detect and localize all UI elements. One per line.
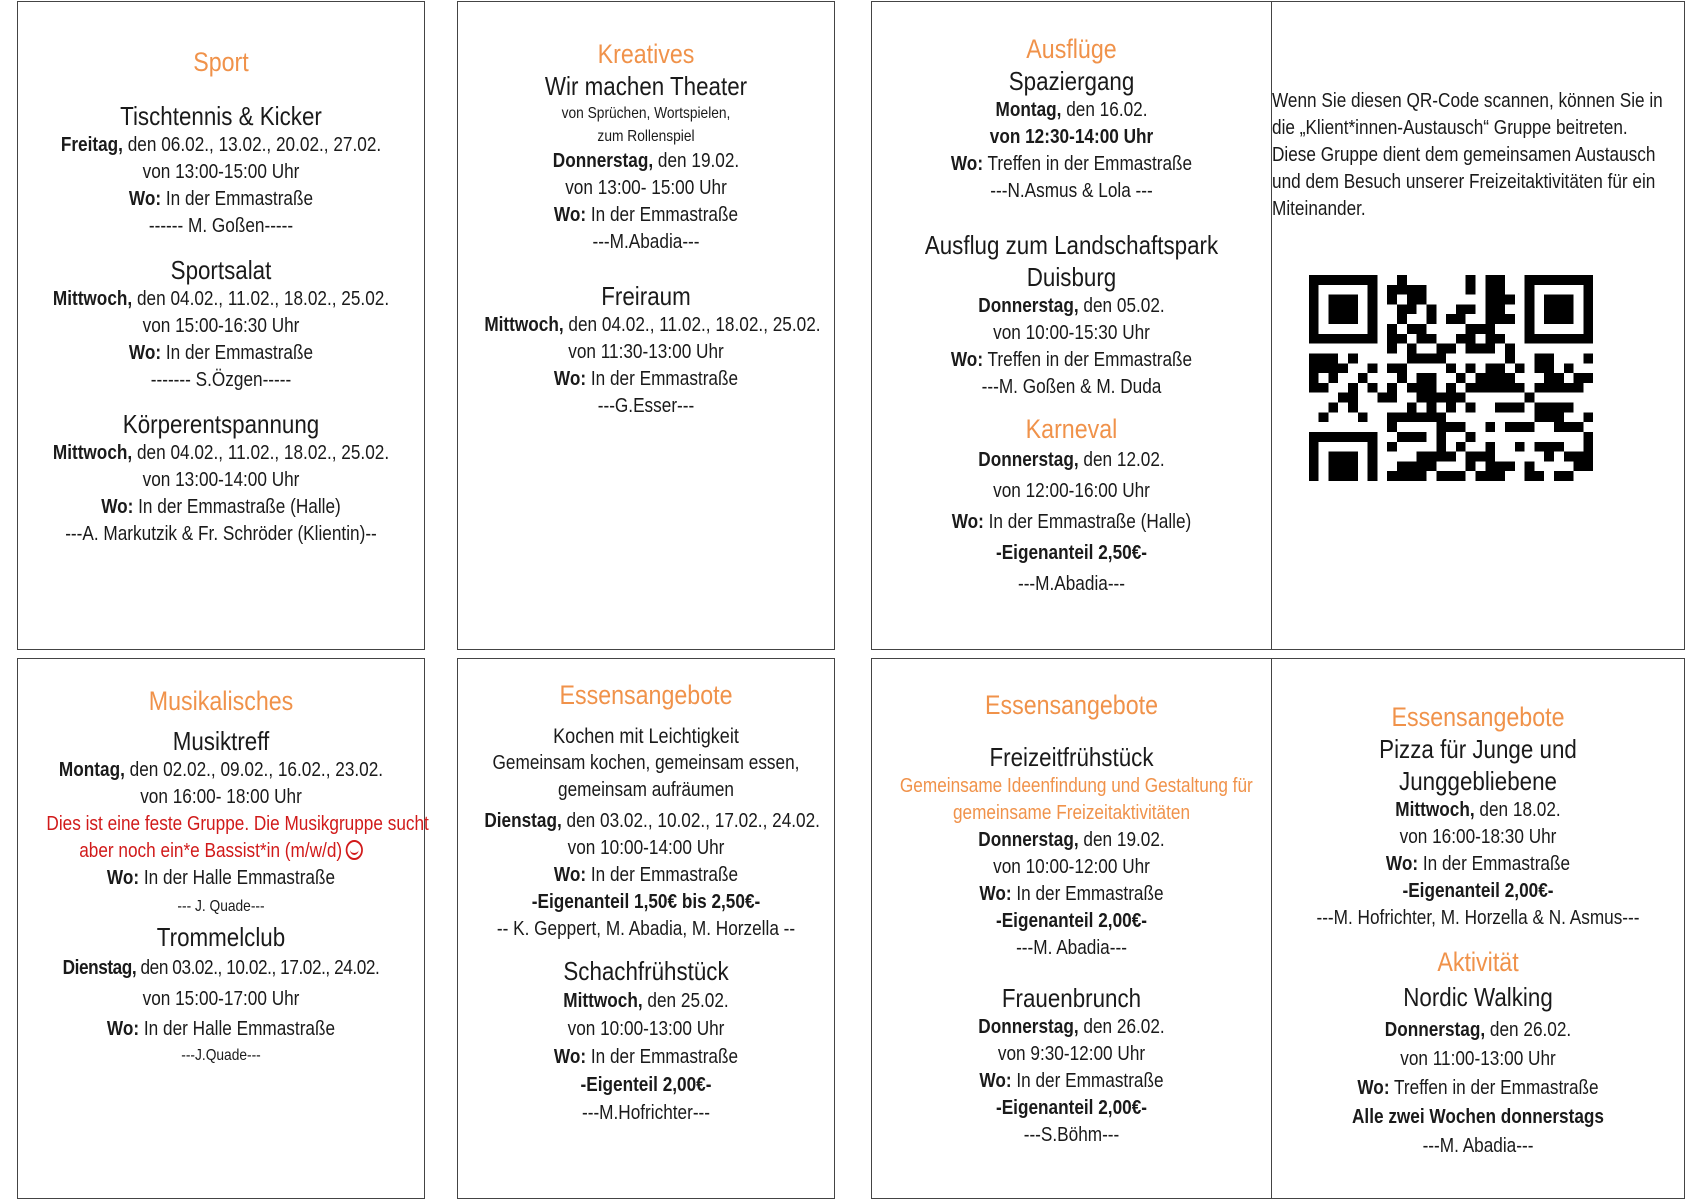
event-location: Wo: In der Emmastraße (979, 1070, 1164, 1092)
event-organizer: ---M. Hofrichter, M. Horzella & N. Asmus--- (1316, 907, 1640, 929)
event-organizer: ---M. Goßen & M. Duda (981, 376, 1162, 398)
event-title: Frauenbrunch (1001, 983, 1142, 1013)
qr-description-line: Miteinander. (1272, 198, 1366, 220)
event-date: Donnerstag, den 19.02. (978, 829, 1165, 851)
event-date: Donnerstag, den 19.02. (552, 150, 740, 172)
category-title: Aktivität (1437, 947, 1519, 977)
event-location: Wo: In der Emmastraße (979, 883, 1164, 905)
event-time: von 11:00-13:00 Uhr (1400, 1048, 1556, 1070)
event-note: Dies ist eine feste Gruppe. Die Musikgruppe sucht (46, 813, 429, 835)
event-date: Mittwoch, den 18.02. (1395, 799, 1561, 821)
category-title: Kreatives (597, 39, 695, 69)
event-date: Mittwoch, den 04.02., 11.02., 18.02., 25.02. (484, 314, 821, 336)
event-subtitle: zum Rollenspiel (597, 128, 695, 145)
event-date: Donnerstag, den 05.02. (978, 295, 1165, 317)
event-date: Donnerstag, den 26.02. (978, 1016, 1165, 1038)
event-location: Wo: In der Emmastraße (1385, 853, 1571, 875)
event-title: Sportsalat (170, 255, 272, 285)
event-time: von 10:00-14:00 Uhr (567, 837, 725, 859)
event-title: Pizza für Junge und Junggebliebene (1379, 734, 1577, 796)
event-organizer: ------ M. Goßen----- (148, 215, 294, 237)
event-subtitle: Gemeinsam kochen, gemeinsam essen, (492, 752, 800, 774)
event-title-cont: Duisburg (1026, 262, 1117, 292)
event-location: Wo: Treffen in der Emmastraße (950, 153, 1193, 175)
event-location: Wo: In der Halle Emmastraße (106, 1018, 336, 1040)
event-date: Donnerstag, den 26.02. (1384, 1019, 1572, 1041)
event-date: Mittwoch, den 04.02., 11.02., 18.02., 25.02. (52, 442, 390, 464)
event-title: Wir machen Theater (544, 71, 748, 101)
event-cost: -Eigenanteil 1,50€ bis 2,50€- (531, 891, 761, 913)
event-organizer: --- J. Quade--- (177, 898, 265, 915)
event-time: von 13:00- 15:00 Uhr (565, 177, 727, 199)
event-location: Wo: In der Emmastraße (553, 864, 739, 886)
event-organizer: ---S.Böhm--- (1023, 1124, 1120, 1146)
event-title: Musiktreff (172, 726, 270, 756)
event-time: von 12:30-14:00 Uhr (989, 126, 1154, 148)
event-organizer: ---A. Markutzik & Fr. Schröder (Klientin)-- (65, 523, 377, 545)
event-location: Wo: In der Emmastraße (Halle) (101, 496, 341, 518)
event-cost: -Eigenanteil 2,00€- (1402, 880, 1554, 902)
event-location: Wo: In der Emmastraße (128, 342, 314, 364)
event-date: Freitag, den 06.02., 13.02., 20.02., 27.02. (60, 134, 382, 156)
card-essensangebote-2 (871, 658, 1272, 1199)
qr-code-image[interactable] (1307, 275, 1595, 481)
event-date: Mittwoch, den 04.02., 11.02., 18.02., 25.02. (52, 288, 390, 310)
category-title: Musikalisches (148, 686, 294, 716)
qr-description (1272, 88, 1663, 223)
event-date: Montag, den 16.02. (995, 99, 1148, 121)
event-subtitle: gemeinsame Freizeitaktivitäten (952, 802, 1191, 824)
qr-description-line: Diese Gruppe dient dem gemeinsamen Austausch (1272, 144, 1656, 166)
event-organizer: ---M.Hofrichter--- (581, 1102, 711, 1124)
event-title: Körperentspannung (122, 409, 320, 439)
event-time: von 15:00-17:00 Uhr (142, 988, 300, 1010)
event-location: Wo: In der Emmastraße (553, 368, 739, 390)
smiley-icon (346, 840, 363, 860)
event-location: Wo: In der Emmastraße (553, 1046, 739, 1068)
card-kreatives (457, 1, 835, 650)
category-title: Sport (193, 47, 249, 77)
event-time: von 10:00-12:00 Uhr (993, 856, 1150, 878)
event-title: Spaziergang (1008, 66, 1135, 96)
event-time: von 12:00-16:00 Uhr (993, 480, 1150, 502)
event-subtitle: gemeinsam aufräumen (558, 779, 734, 801)
event-subtitle: Gemeinsame Ideenfindung und Gestaltung für (899, 775, 1253, 797)
event-note: Alle zwei Wochen donnerstags (1351, 1106, 1605, 1128)
event-time: von 11:30-13:00 Uhr (568, 341, 724, 363)
event-time: von 10:00-13:00 Uhr (567, 1018, 725, 1040)
event-cost: -Eigenanteil 2,00€- (995, 1097, 1148, 1119)
category-title: Essensangebote (985, 690, 1158, 720)
event-location: Wo: Treffen in der Emmastraße (1357, 1077, 1599, 1099)
event-title: Ausflug zum Landschaftspark (924, 230, 1219, 260)
category-title: Karneval (1025, 414, 1118, 444)
card-essensangebote-1 (457, 658, 835, 1199)
event-time: von 16:00-18:30 Uhr (1399, 826, 1557, 848)
event-subtitle: von Sprüchen, Wortspielen, (561, 105, 731, 122)
event-date: Dienstag, den 03.02., 10.02., 17.02., 24.02. (62, 957, 380, 979)
event-date: Donnerstag, den 12.02. (978, 449, 1165, 471)
event-title: Tischtennis & Kicker (120, 101, 322, 131)
event-title: Trommelclub (156, 922, 286, 952)
event-time: von 15:00-16:30 Uhr (142, 315, 300, 337)
category-title: Essensangebote (1391, 702, 1565, 732)
event-location: Wo: In der Halle Emmastraße (106, 867, 336, 889)
event-organizer: -- K. Geppert, M. Abadia, M. Horzella -- (496, 918, 796, 940)
event-title: Freiraum (601, 281, 691, 311)
event-location: Wo: In der Emmastraße (Halle) (951, 511, 1192, 533)
event-date: Montag, den 02.02., 09.02., 16.02., 23.02. (58, 759, 384, 781)
event-organizer: ---N.Asmus & Lola --- (990, 180, 1153, 202)
qr-description-line: und dem Besuch unserer Freizeitaktivitäten für ein (1272, 171, 1656, 193)
event-time: von 13:00-14:00 Uhr (142, 469, 300, 491)
event-time: von 13:00-15:00 Uhr (142, 161, 300, 183)
event-time: von 10:00-15:30 Uhr (993, 322, 1150, 344)
event-location: Wo: Treffen in der Emmastraße (950, 349, 1193, 371)
event-title: Schachfrühstück (563, 956, 729, 986)
event-time: von 16:00- 18:00 Uhr (140, 786, 302, 808)
event-organizer: ---M. Abadia--- (1422, 1135, 1534, 1157)
event-cost: -Eigenanteil 2,00€- (995, 910, 1148, 932)
event-date: Dienstag, den 03.02., 10.02., 17.02., 24.02. (484, 810, 820, 832)
card-sport (17, 1, 425, 650)
card-essensangebote-3 (1271, 658, 1685, 1199)
event-organizer: ---J.Quade--- (181, 1047, 261, 1064)
event-date: Mittwoch, den 25.02. (563, 990, 729, 1012)
card-musikalisches (17, 658, 429, 1199)
qr-description-line: Wenn Sie diesen QR-Code scannen, können Sie in (1272, 90, 1663, 112)
category-title: Ausflüge (1026, 34, 1117, 64)
card-ausfluege (871, 1, 1272, 650)
event-location: Wo: In der Emmastraße (553, 204, 739, 226)
event-cost: -Eigenteil 2,00€- (580, 1074, 712, 1096)
event-location: Wo: In der Emmastraße (128, 188, 314, 210)
event-organizer: ------- S.Özgen----- (150, 369, 292, 391)
event-organizer: ---M.Abadia--- (592, 231, 700, 253)
event-organizer: ---M. Abadia--- (1016, 937, 1127, 959)
category-title: Essensangebote (559, 680, 733, 710)
event-time: von 9:30-12:00 Uhr (997, 1043, 1146, 1065)
event-organizer: ---M.Abadia--- (1017, 573, 1126, 595)
event-cost: -Eigenanteil 2,50€- (995, 542, 1148, 564)
event-title: Nordic Walking (1403, 982, 1553, 1012)
event-title: Kochen mit Leichtigkeit (553, 725, 739, 748)
event-organizer: ---G.Esser--- (597, 395, 695, 417)
event-title: Freizeitfrühstück (989, 742, 1154, 772)
event-note: aber noch ein*e Bassist*in (m/w/d) (46, 838, 395, 865)
qr-description-line: die „Klient*innen-Austausch“ Gruppe beitreten. (1272, 117, 1628, 139)
